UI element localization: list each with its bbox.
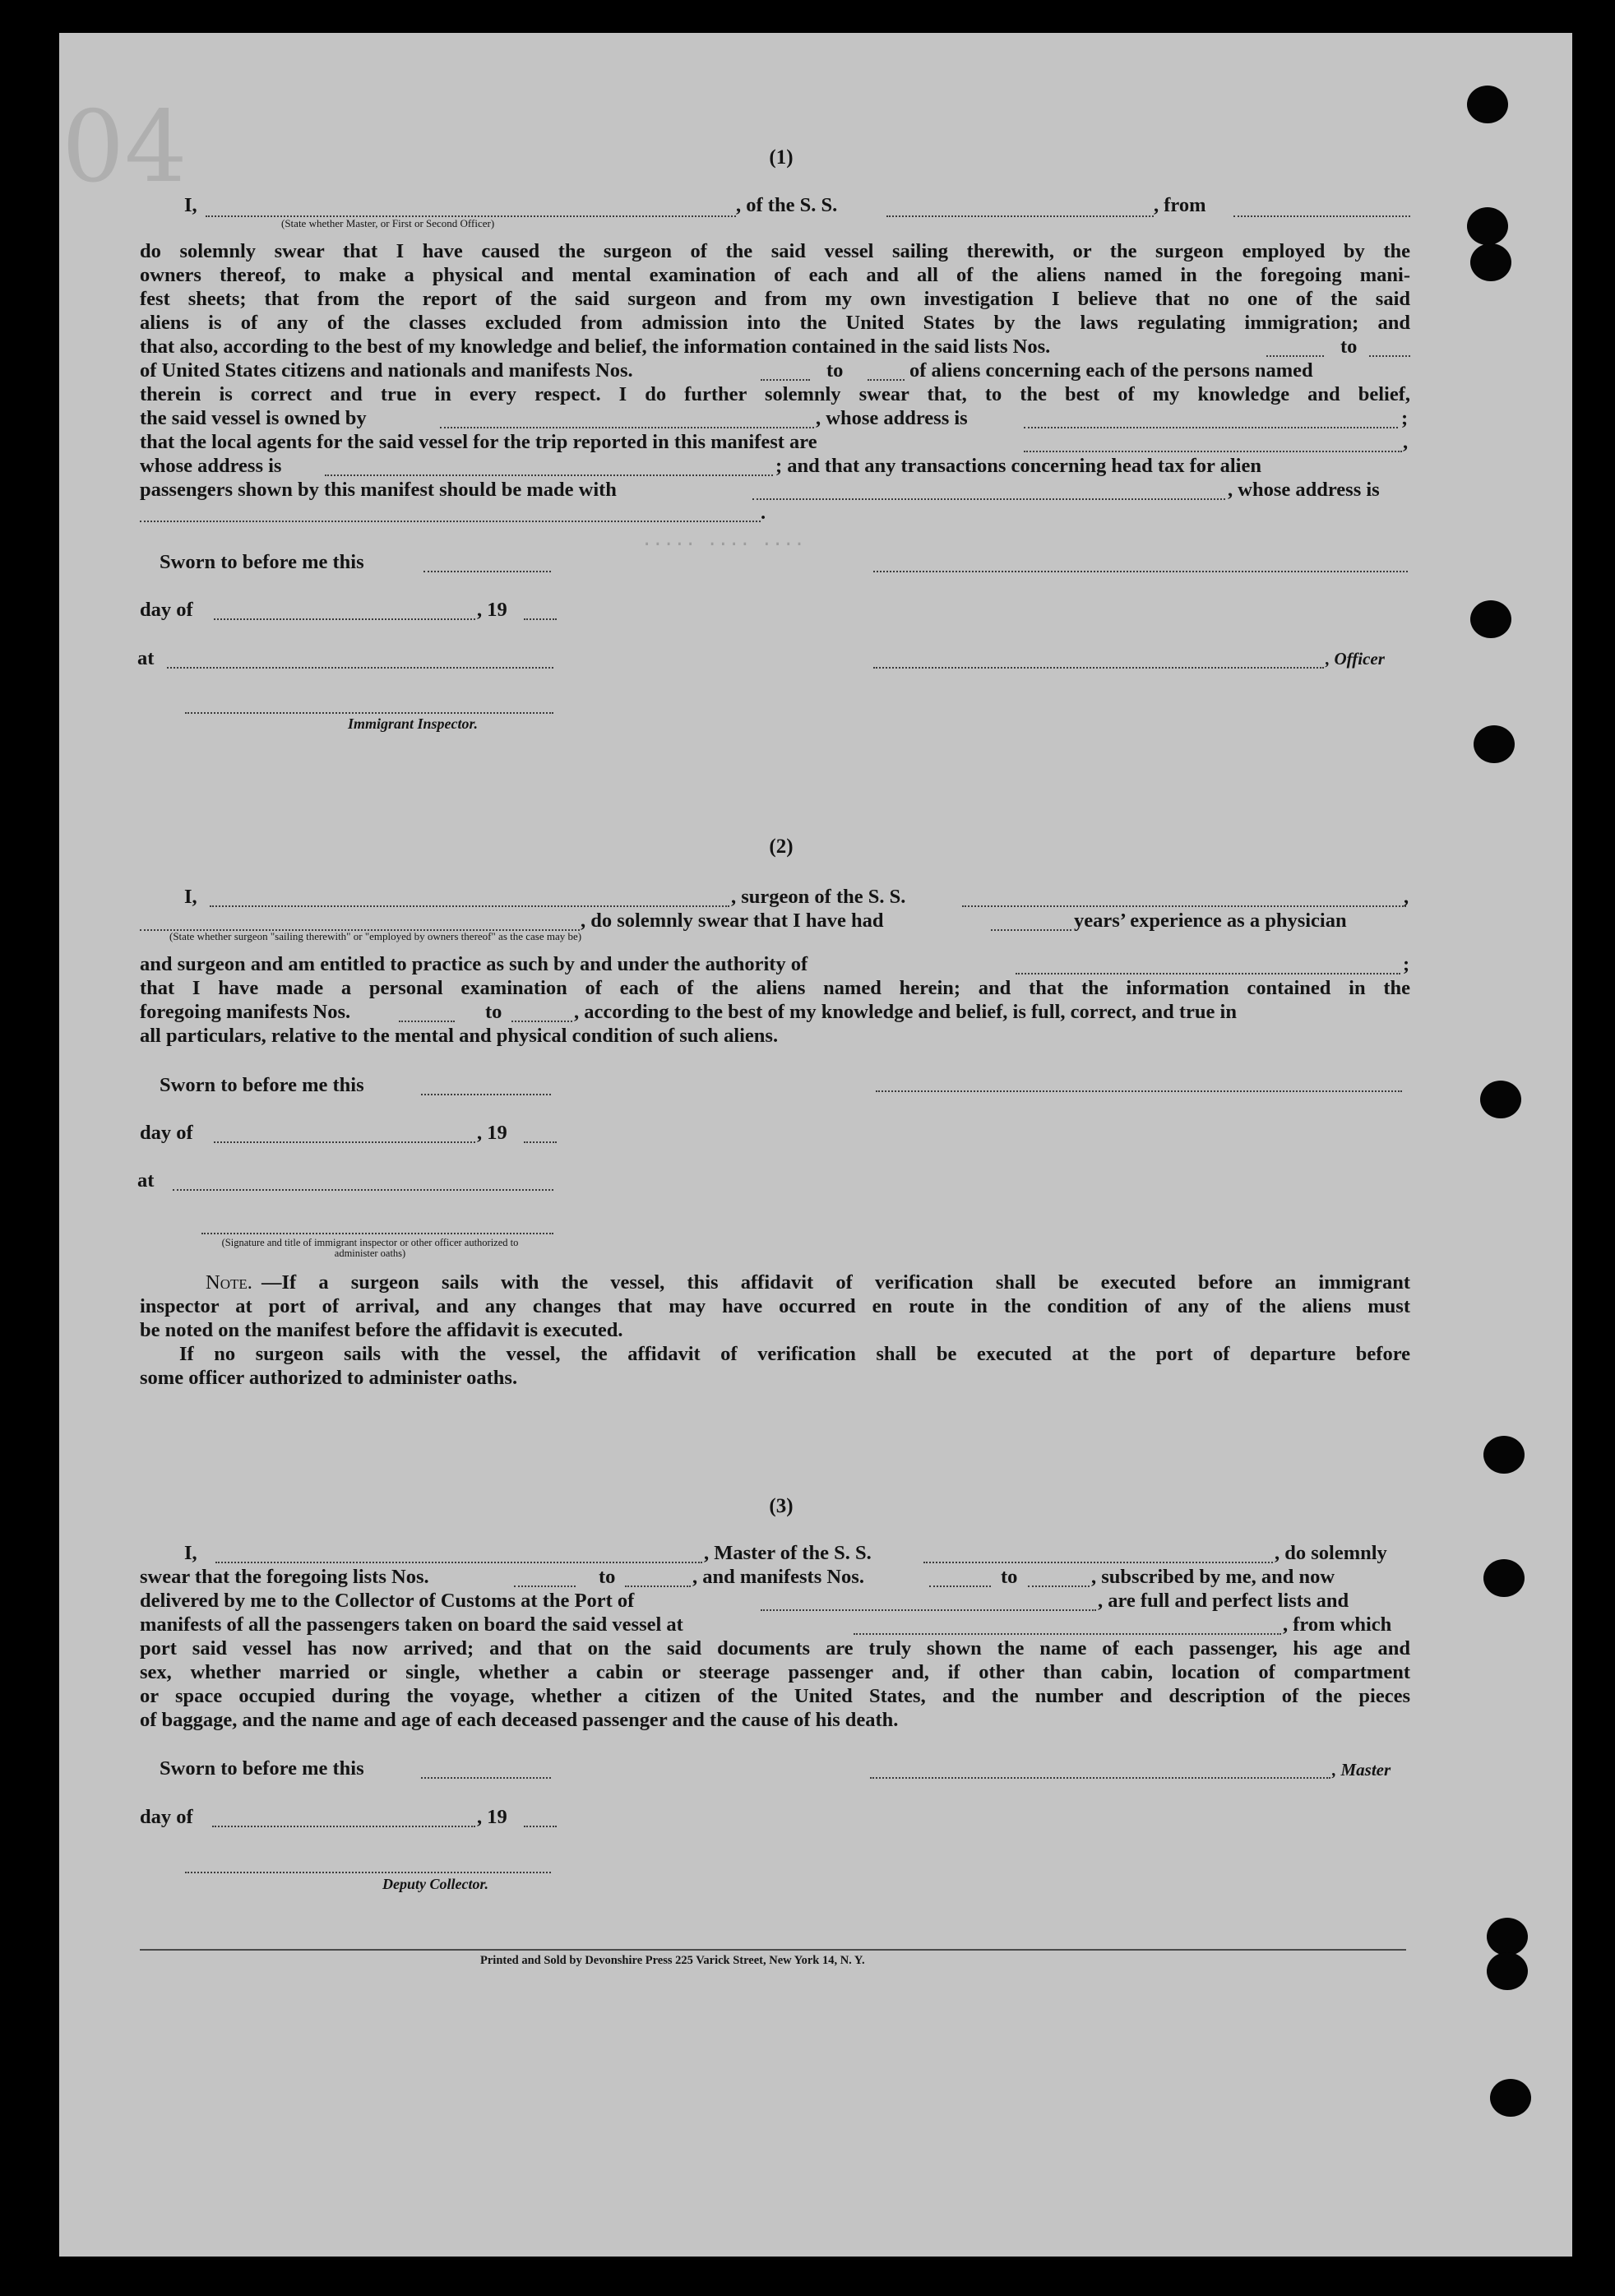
- surgeon-signature-field[interactable]: [876, 1090, 1402, 1092]
- binder-hole: [1483, 1559, 1525, 1597]
- s3-lists-to-field[interactable]: [625, 1585, 691, 1587]
- s1-body-line: therein is correct and true in every respect. I do further solemnly swear that, to the best of my knowledge and belief,: [140, 383, 1410, 405]
- section-1-heading: (1): [769, 146, 794, 169]
- s1-at-label: at: [137, 647, 155, 669]
- s3-body-line: manifests of all the passengers taken on board the said vessel at: [140, 1613, 683, 1636]
- s2-day-of-label: day of: [140, 1122, 193, 1144]
- immigrant-inspector-signature-field[interactable]: [185, 712, 553, 714]
- s2-ship-name-field[interactable]: [962, 905, 1406, 907]
- s1-frag-aliens: of aliens concerning each of the persons named: [909, 359, 1313, 382]
- s3-frag-and-manifests: , and manifests Nos.: [692, 1566, 864, 1588]
- s1-frag-whose-address-end: , whose address is: [1228, 479, 1380, 501]
- s3-lists-from-field[interactable]: [514, 1585, 576, 1587]
- s1-place-field[interactable]: [167, 667, 553, 669]
- s2-year-label: , 19: [477, 1122, 507, 1144]
- note-line: be noted on the manifest before the affidavit is executed.: [140, 1319, 623, 1341]
- s2-line1-i: I,: [184, 886, 197, 908]
- from-port-field[interactable]: [1233, 215, 1410, 217]
- s3-master-name-field[interactable]: [215, 1562, 702, 1563]
- s3-body-line: swear that the foregoing lists Nos.: [140, 1566, 429, 1588]
- s2-manifests-from-field[interactable]: [399, 1021, 455, 1022]
- s1-frag-comma: ,: [1403, 431, 1409, 453]
- s1-frag-to: to: [826, 359, 844, 382]
- s1-caption: (State whether Master, or First or Second Officer): [281, 217, 495, 229]
- binder-hole: [1474, 725, 1515, 763]
- s1-frag-whose-address: , whose address is: [816, 407, 968, 429]
- s3-day-of-label: day of: [140, 1806, 193, 1828]
- s3-sworn-label: Sworn to before me this: [160, 1757, 364, 1780]
- s3-body-line: port said vessel has now arrived; and that on the said documents are truly shown the name of each passenger, his age and: [140, 1637, 1410, 1660]
- master-label: , Master: [1332, 1760, 1391, 1780]
- embarkation-port-field[interactable]: [854, 1633, 1281, 1635]
- s1-body-line: do solemnly swear that I have caused the surgeon of the said vessel sailing therewith, or the surgeon employed by the: [140, 240, 1410, 262]
- s1-officer-title-field[interactable]: [873, 667, 1324, 669]
- s1-line1-ss: , of the S. S.: [736, 194, 838, 216]
- local-agents-field[interactable]: [1024, 451, 1402, 452]
- s3-master-signature-field[interactable]: [870, 1777, 1330, 1779]
- binder-hole: [1487, 1952, 1528, 1990]
- s3-frag-to: to: [599, 1566, 616, 1588]
- s2-body-line: foregoing manifests Nos.: [140, 1001, 351, 1023]
- s3-body-line: or space occupied during the voyage, whether a citizen of the United States, and the number and description of the pieces: [140, 1685, 1410, 1707]
- s1-line1-i: I,: [184, 194, 197, 216]
- head-tax-address-field[interactable]: [140, 521, 761, 522]
- lists-to-field[interactable]: [1369, 355, 1410, 357]
- s1-year-label: , 19: [477, 599, 507, 621]
- s2-caption: (State whether surgeon "sailing therewith" or "employed by owners thereof" as the case may be): [169, 930, 582, 942]
- s1-month-field[interactable]: [214, 618, 475, 620]
- s3-sworn-day-field[interactable]: [421, 1777, 551, 1779]
- s1-body-line: owners thereof, to make a physical and mental examination of each and all of the aliens named in the foregoing mani-: [140, 264, 1410, 286]
- s2-frag-semicolon: ;: [1403, 953, 1410, 975]
- note-label: Note.: [206, 1271, 252, 1294]
- s1-line1-from: , from: [1154, 194, 1206, 216]
- s3-frag-to: to: [1001, 1566, 1018, 1588]
- s1-frag-to: to: [1340, 336, 1358, 358]
- s1-frag-period: .: [761, 502, 766, 524]
- s2-line1-comma: ,: [1404, 886, 1409, 908]
- s3-line1-ss: , Master of the S. S.: [704, 1542, 872, 1564]
- s2-body-line: that I have made a personal examination of each of the aliens named herein; and that the information contained in the: [140, 977, 1410, 999]
- s2-signature-caption: (Signature and title of immigrant inspector or other officer authorized to administer oaths): [221, 1237, 519, 1259]
- binder-hole: [1470, 600, 1511, 638]
- agents-address-field[interactable]: [325, 474, 773, 476]
- binder-hole: [1480, 1081, 1521, 1118]
- s1-day-of-label: day of: [140, 599, 193, 621]
- s1-frag-semicolon: ;: [1401, 407, 1409, 429]
- note-line: If no surgeon sails with the vessel, the affidavit of verification shall be executed at the port of departure before: [179, 1343, 1410, 1365]
- footer-rule: [140, 1949, 1406, 1951]
- s2-body-line: and surgeon and am entitled to practice as such by and under the authority of: [140, 953, 808, 975]
- s2-manifests-to-field[interactable]: [511, 1021, 572, 1022]
- s3-frag-subscribed: , subscribed by me, and now: [1091, 1566, 1335, 1588]
- binder-hole: [1490, 2079, 1531, 2117]
- owner-address-field[interactable]: [1024, 427, 1398, 428]
- s3-year-field[interactable]: [524, 1826, 557, 1827]
- s3-manifests-from-field[interactable]: [929, 1585, 991, 1587]
- ship-name-field[interactable]: [886, 215, 1154, 217]
- s1-sworn-label: Sworn to before me this: [160, 551, 364, 573]
- years-experience-field[interactable]: [991, 929, 1071, 931]
- note-line: —If a surgeon sails with the vessel, this affidavit of verification shall be executed before an immigrant: [261, 1271, 1410, 1294]
- s3-ship-name-field[interactable]: [923, 1562, 1273, 1563]
- s3-body-line: of baggage, and the name and age of each deceased passenger and the cause of his death.: [140, 1709, 899, 1731]
- s3-year-label: , 19: [477, 1806, 507, 1828]
- s2-line1-ss: , surgeon of the S. S.: [731, 886, 906, 908]
- s3-month-field[interactable]: [212, 1826, 475, 1827]
- s2-at-label: at: [137, 1169, 155, 1192]
- surgeon-name-field[interactable]: [210, 905, 729, 907]
- s1-officer-signature-field[interactable]: [873, 571, 1408, 572]
- deputy-collector-label: Deputy Collector.: [382, 1876, 488, 1892]
- s1-sworn-day-field[interactable]: [423, 571, 551, 572]
- s2-line2-swear: , do solemnly swear that I have had: [581, 910, 884, 932]
- s3-line1-i: I,: [184, 1542, 197, 1564]
- officer-label: , Officer: [1326, 649, 1385, 669]
- s1-year-field[interactable]: [524, 618, 557, 620]
- immigrant-inspector-label: Immigrant Inspector.: [348, 715, 479, 732]
- bleed-through-stamp: 04: [62, 90, 187, 205]
- bleed-through-text: ····· ···· ····: [641, 535, 805, 555]
- customs-port-field[interactable]: [761, 1609, 1096, 1611]
- s1-body-line: aliens is of any of the classes excluded from admission into the United States by the laws regulating immigration; and: [140, 312, 1410, 334]
- administering-officer-signature-field[interactable]: [201, 1233, 553, 1234]
- section-3-heading: (3): [769, 1495, 794, 1517]
- note-line: inspector at port of arrival, and any changes that may have occurred en route in the condition of any of the aliens must: [140, 1295, 1410, 1317]
- section-2-heading: (2): [769, 836, 794, 858]
- binder-hole: [1467, 86, 1508, 123]
- s2-frag-to: to: [485, 1001, 502, 1023]
- s1-body-line: of United States citizens and nationals and manifests Nos.: [140, 359, 633, 382]
- s3-frag-from-which: , from which: [1283, 1613, 1392, 1636]
- binder-hole: [1470, 243, 1511, 281]
- s1-body-line: whose address is: [140, 455, 282, 477]
- owner-field[interactable]: [440, 427, 814, 428]
- practice-authority-field[interactable]: [1016, 973, 1400, 974]
- s2-sworn-label: Sworn to before me this: [160, 1074, 364, 1096]
- s1-body-line: fest sheets; that from the report of the said surgeon and from my own investigation I believe that no one of the said: [140, 288, 1410, 310]
- manifests-from-field[interactable]: [761, 379, 810, 381]
- s2-frag-according: , according to the best of my knowledge and belief, is full, correct, and true in: [574, 1001, 1237, 1023]
- s1-body-line: the said vessel is owned by: [140, 407, 367, 429]
- s1-body-line: that the local agents for the said vessel for the trip reported in this manifest are: [140, 431, 817, 453]
- binder-hole: [1487, 1918, 1528, 1956]
- binder-hole: [1467, 207, 1508, 245]
- deputy-collector-signature-field[interactable]: [185, 1872, 551, 1873]
- s2-place-field[interactable]: [173, 1189, 553, 1191]
- s1-body-line: passengers shown by this manifest should be made with: [140, 479, 617, 501]
- s2-month-field[interactable]: [214, 1141, 475, 1143]
- printer-imprint: Printed and Sold by Devonshire Press 225 Varick Street, New York 14, N. Y.: [480, 1954, 865, 1967]
- manifests-to-field[interactable]: [868, 379, 905, 381]
- note-line: some officer authorized to administer oaths.: [140, 1367, 518, 1389]
- s1-frag-head-tax: ; and that any transactions concerning head tax for alien: [775, 455, 1261, 477]
- s1-body-line: that also, according to the best of my knowledge and belief, the information contained in the said lists Nos.: [140, 336, 1051, 358]
- binder-hole: [1483, 1436, 1525, 1474]
- s3-body-line: sex, whether married or single, whether a cabin or steerage passenger and, if other than cabin, location of compartment: [140, 1661, 1410, 1683]
- s2-body-line: all particulars, relative to the mental and physical condition of such aliens.: [140, 1025, 779, 1047]
- s2-sworn-day-field[interactable]: [421, 1094, 551, 1095]
- s2-line2-years: years’ experience as a physician: [1074, 910, 1347, 932]
- s3-line1-solemnly: , do solemnly: [1275, 1542, 1387, 1564]
- s3-manifests-to-field[interactable]: [1028, 1585, 1090, 1587]
- head-tax-party-field[interactable]: [752, 498, 1225, 500]
- s3-frag-full-perfect: , are full and perfect lists and: [1098, 1590, 1349, 1612]
- s3-body-line: delivered by me to the Collector of Customs at the Port of: [140, 1590, 635, 1612]
- s2-year-field[interactable]: [524, 1141, 557, 1143]
- lists-from-field[interactable]: [1266, 355, 1324, 357]
